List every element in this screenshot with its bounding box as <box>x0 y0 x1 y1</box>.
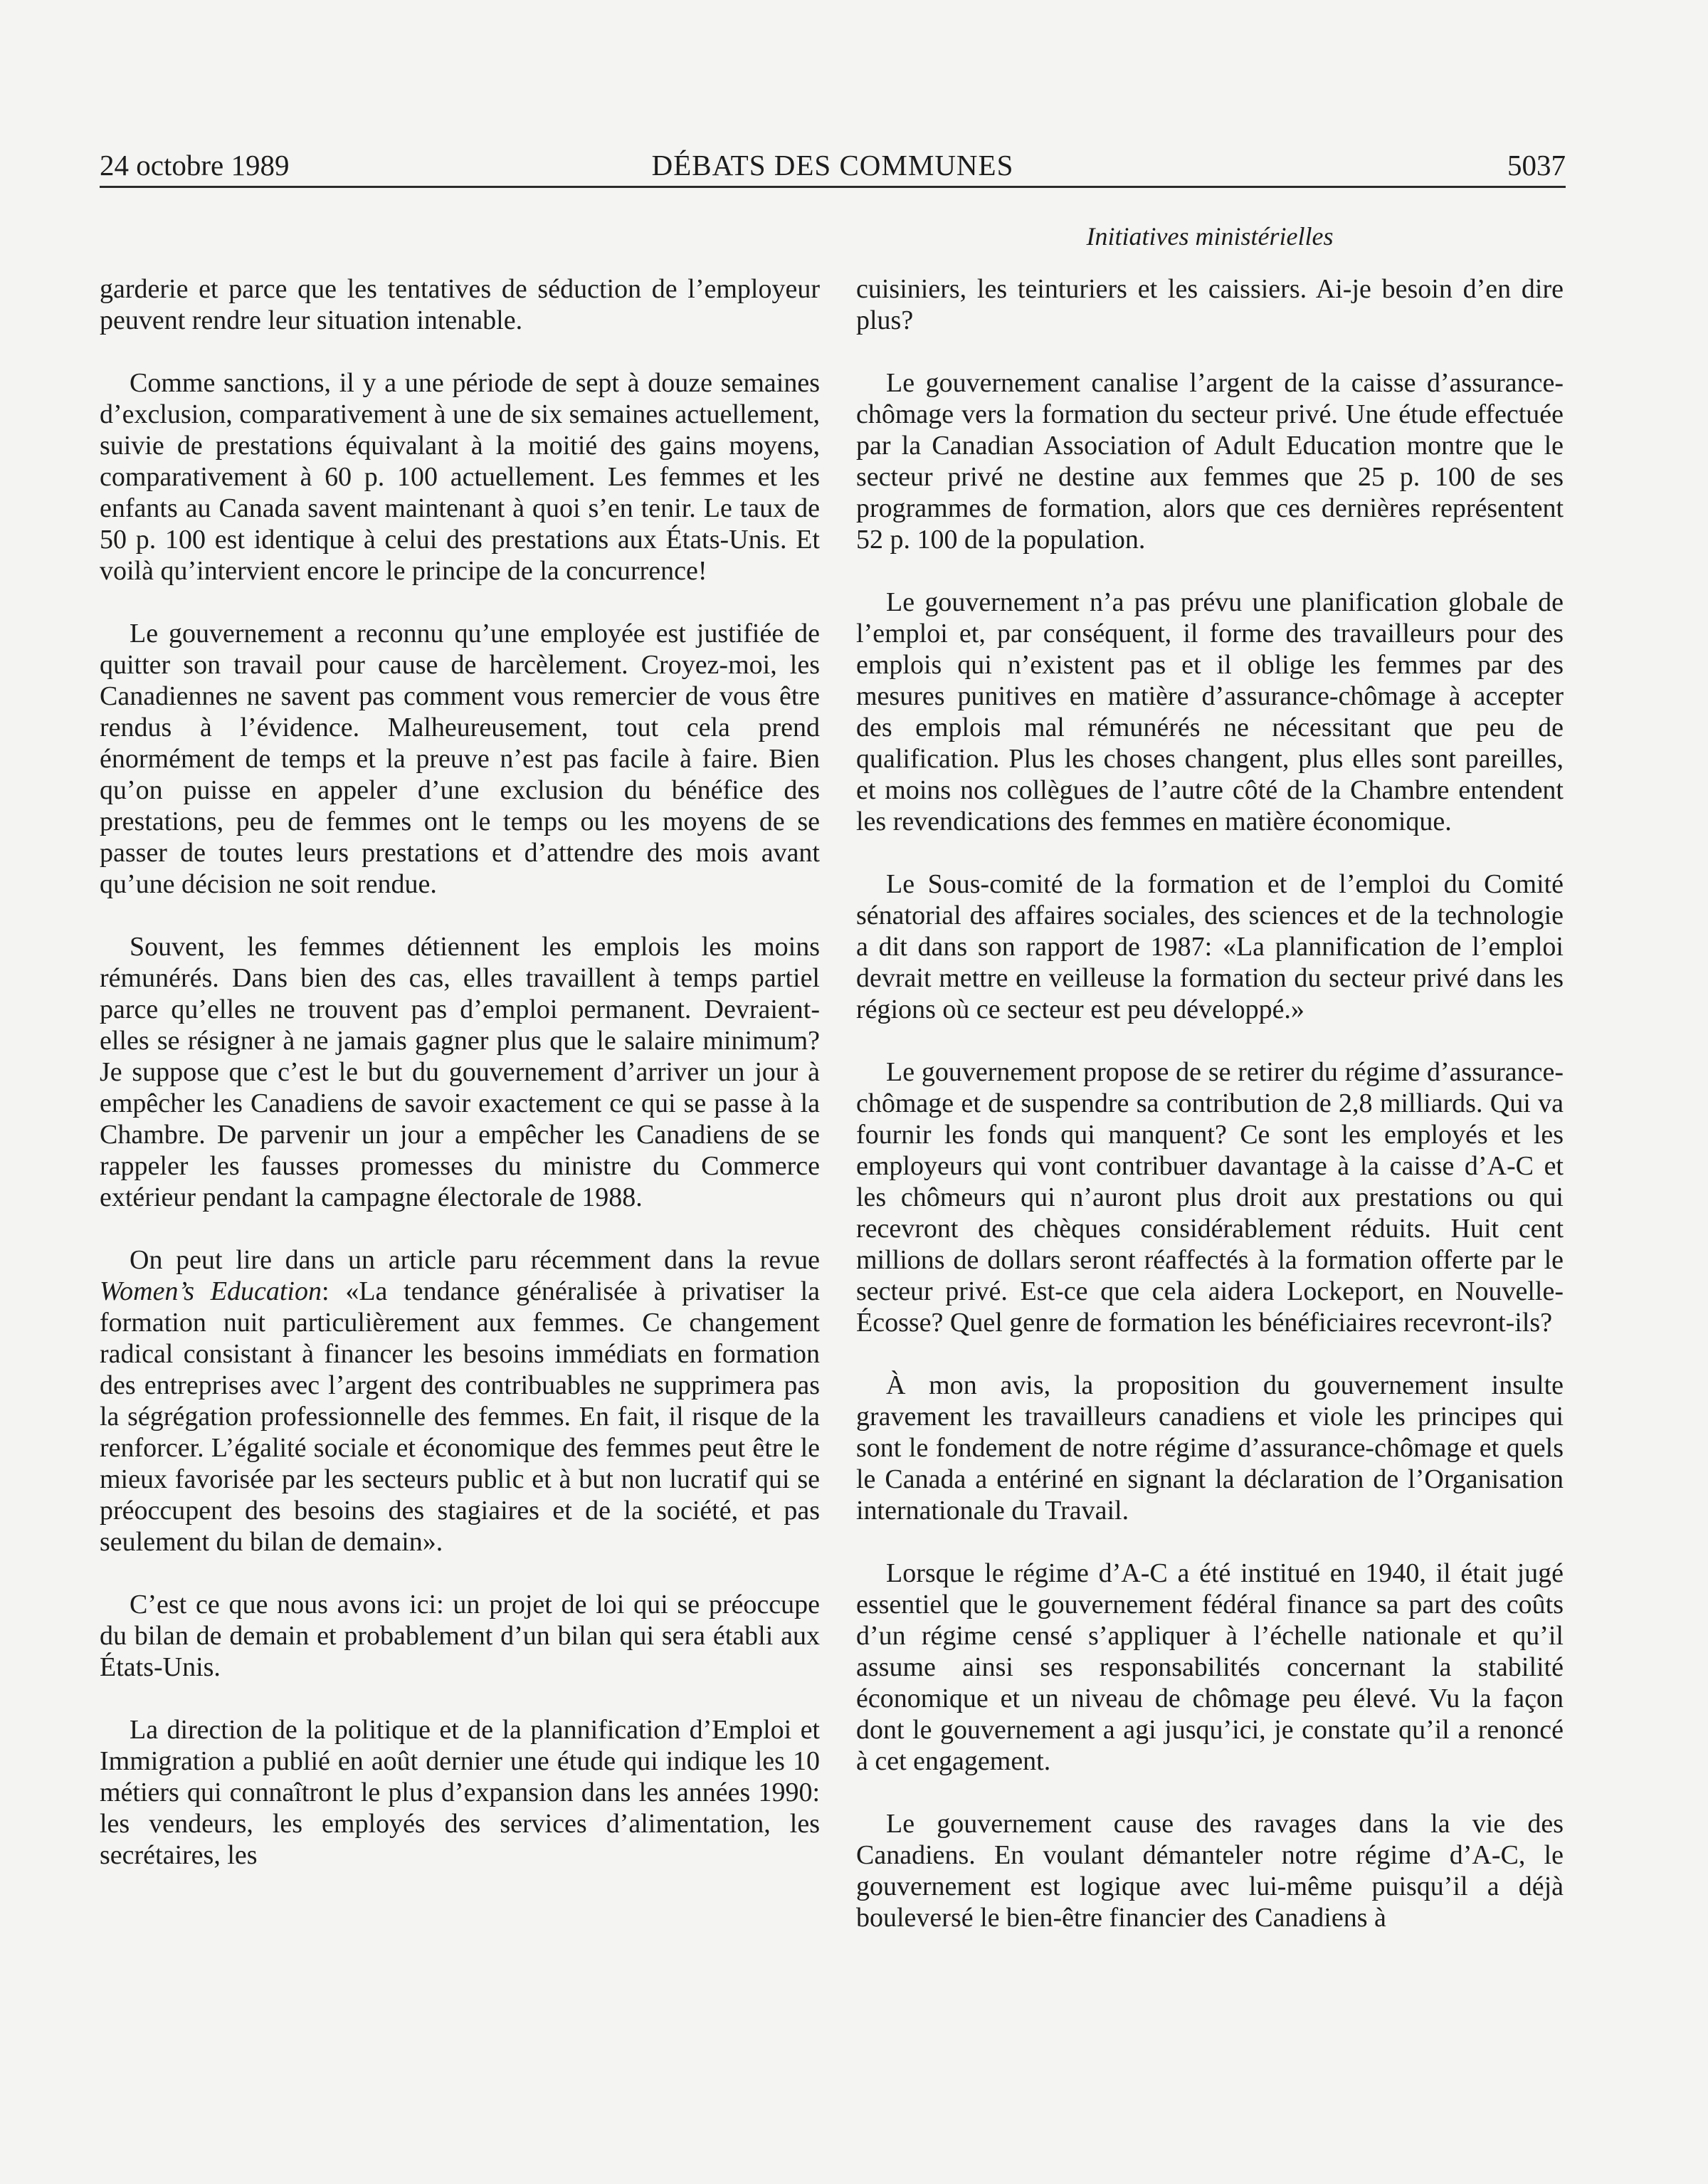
paragraph: Souvent, les femmes détiennent les emplois les moins rémunérés. Dans bien des cas, elles travaillent à temps partiel parce qu’elles ne trouvent pas d’emploi permanent. Devraient-elles se résigner à ne jamais gagner plus que le salaire minimum? Je suppose que c’est le but du gouvernement d’arriver un jour à empêcher les Canadiens de savoir exactement ce qui se passe à la Chambre. De parvenir un jour a empêcher les Canadiens de se rappeler les fausses promesses du ministre du Commerce extérieur pendant la campagne électorale de 1988. <box>100 932 820 1212</box>
page-number: 5037 <box>1507 149 1566 182</box>
paragraph: Le gouvernement cause des ravages dans la vie des Canadiens. En voulant démanteler notre régime d’A-C, le gouvernement est logique avec lui-même puisqu’il a déjà bouleversé le bien-être financier des Canadiens à <box>856 1809 1564 1933</box>
paragraph: On peut lire dans un article paru récemment dans la revue Women’s Education: «La tendance généralisée à privatiser la formation nuit particulièrement aux femmes. Ce changement radical consistant à financer les besoins immédiats en formation des entreprises avec l’argent des contribuables ne supprimera pas la ségrégation professionnelle des femmes. En fait, il risque de la renforcer. L’égalité sociale et économique des femmes peut être le mieux favorisée par les secteurs public et à but non lucratif qui se préoccupent des besoins des stagiaires et de la société, et pas seulement du bilan de demain». <box>100 1245 820 1557</box>
header-date: 24 octobre 1989 <box>100 149 290 182</box>
paragraph: garderie et parce que les tentatives de séduction de l’employeur peuvent rendre leur situation intenable. <box>100 274 820 335</box>
paragraph: Le Sous-comité de la formation et de l’emploi du Comité sénatorial des affaires sociales, des sciences et de la technologie a dit dans son rapport de 1987: «La plannification de l’emploi devrait mettre en veilleuse la formation du secteur privé dans les régions où ce secteur est peu développé.» <box>856 869 1564 1024</box>
paragraph: Le gouvernement canalise l’argent de la caisse d’assurance-chômage vers la formation du secteur privé. Une étude effectuée par la Canadian Association of Adult Education montre que le secteur privé ne destine aux femmes que 25 p. 100 de ses programmes de formation, alors que ces dernières représentent 52 p. 100 de la population. <box>856 368 1564 555</box>
header-rule <box>100 186 1566 188</box>
paragraph: À mon avis, la proposition du gouvernement insulte gravement les travailleurs canadiens et viole les principes qui sont le fondement de notre régime d’assurance-chômage et quels le Canada a entériné en signant la déclaration de l’Organisation internationale du Travail. <box>856 1370 1564 1526</box>
paragraph: cuisiniers, les teinturiers et les caissiers. Ai-je besoin d’en dire plus? <box>856 274 1564 335</box>
left-column <box>100 273 820 1871</box>
paragraph: Comme sanctions, il y a une période de sept à douze semaines d’exclusion, comparativement à une de six semaines actuellement, suivie de prestations équivalant à la moitié des gains moyens, comparativement à 60 p. 100 actuellement. Les femmes et les enfants au Canada savent maintenant à quoi s’en tenir. Le taux de 50 p. 100 est identique à celui des prestations aux États-Unis. Et voilà qu’intervient encore le principe de la concurrence! <box>100 368 820 586</box>
paragraph: Le gouvernement n’a pas prévu une planification globale de l’emploi et, par conséquent, il forme des travailleurs pour des emplois qui n’existent pas et il oblige les femmes par des mesures punitives en matière d’assurance-chômage à accepter des emplois mal rémunérés ne nécessitant que peu de qualification. Plus les choses changent, plus elles sont pareilles, et moins nos collègues de l’autre côté de la Chambre entendent les revendications des femmes en matière économique. <box>856 587 1564 836</box>
paragraph: La direction de la politique et de la plannification d’Emploi et Immigration a publié en août dernier une étude qui indique les 10 métiers qui connaîtront le plus d’expansion dans les années 1990: les vendeurs, les employés des services d’alimentation, les secrétaires, les <box>100 1715 820 1870</box>
paragraph: Le gouvernement a reconnu qu’une employée est justifiée de quitter son travail pour cause de harcèlement. Croyez-moi, les Canadiennes ne savent pas comment vous remercier de vous être rendus à l’évidence. Malheureusement, tout cela prend énormément de temps et la preuve n’est pas facile à faire. Bien qu’on puisse en appeler d’une exclusion du bénéfice des prestations, peu de femmes ont le temps ou les moyens de se passer de toutes leurs prestations et d’attendre des mois avant qu’une décision ne soit rendue. <box>100 619 820 899</box>
publication-title: DÉBATS DES COMMUNES <box>651 149 1014 182</box>
paragraph: Le gouvernement propose de se retirer du régime d’assurance-chômage et de suspendre sa contribution de 2,8 milliards. Qui va fournir les fonds qui manquent? Ce sont les employés et les employeurs qui vont contribuer davantage à la caisse d’A-C et les chômeurs qui n’auront plus droit aux prestations ou qui recevront des chèques considérablement réduits. Huit cent millions de dollars seront réaffectés à la formation offerte par le secteur privé. Est-ce que cela aidera Lockeport, en Nouvelle-Écosse? Quel genre de formation les bénéficiaires recevront-ils? <box>856 1057 1564 1338</box>
section-title: Initiatives ministérielles <box>1086 222 1334 251</box>
paragraph: Lorsque le régime d’A-C a été institué en 1940, il était jugé essentiel que le gouvernement fédéral finance sa part des coûts d’un régime censé s’appliquer à l’échelle nationale et qu’il assume ainsi ses responsabilités concernant la stabilité économique et un niveau de chômage peu élevé. Vu la façon dont le gouvernement a agi jusqu’ici, je constate qu’il a renoncé à cet engagement. <box>856 1558 1564 1776</box>
journal-title: Women’s Education <box>100 1276 322 1306</box>
page-header <box>100 145 1566 185</box>
right-column <box>856 273 1564 1933</box>
paragraph: C’est ce que nous avons ici: un projet de loi qui se préoccupe du bilan de demain et probablement d’un bilan qui sera établi aux États-Unis. <box>100 1590 820 1682</box>
